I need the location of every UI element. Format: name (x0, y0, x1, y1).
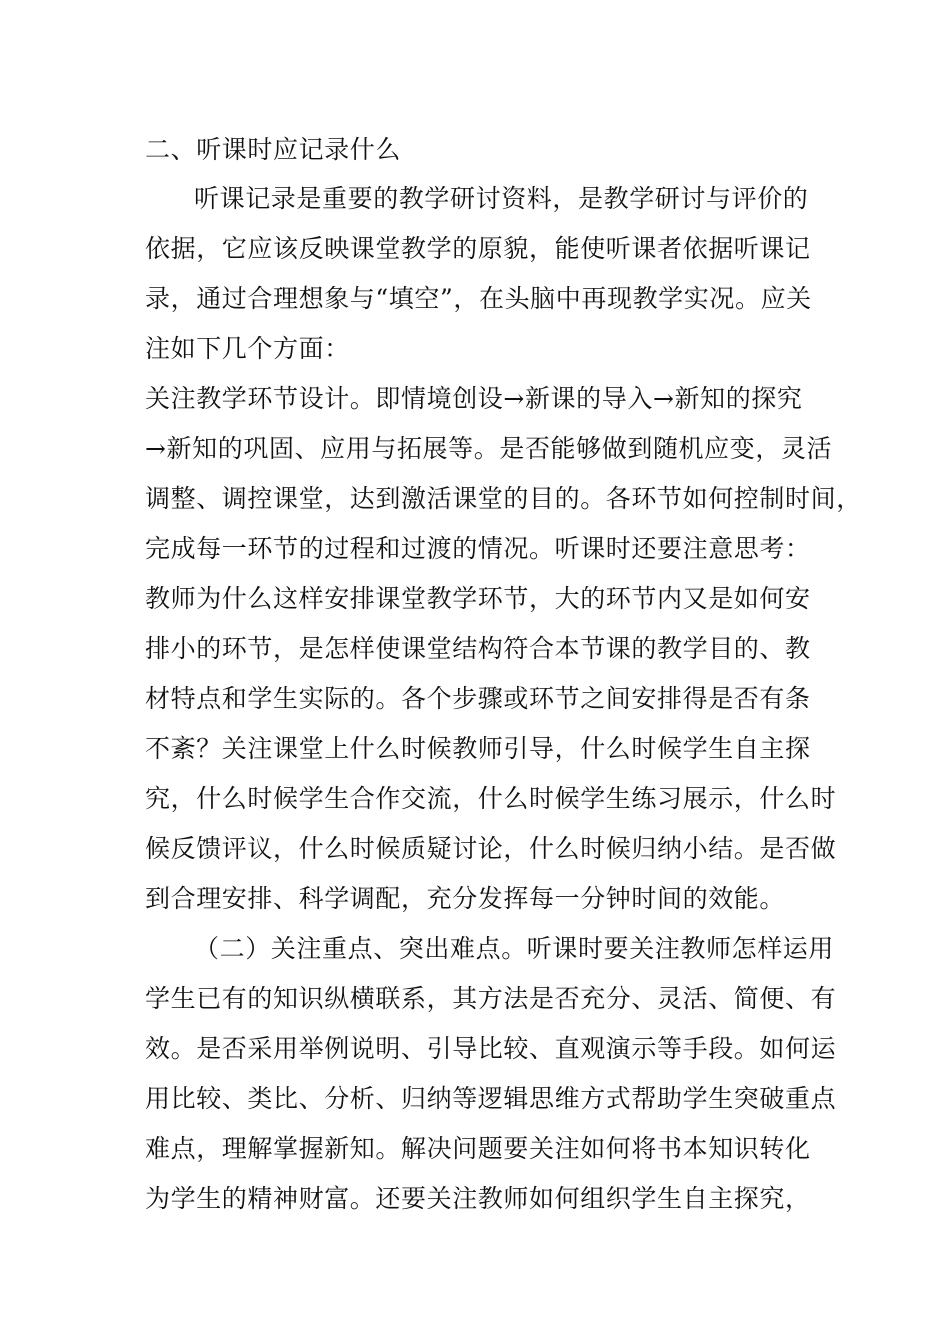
paragraph-line: 关注教学环节设计。即情境创设→新课的导入→新知的探究 (145, 384, 803, 413)
paragraph-line: 学生已有的知识纵横联系，其方法是否充分、灵活、简便、有 (145, 984, 837, 1013)
paragraph-line: 依据，它应该反映课堂教学的原貌，能使听课者依据听课记 (145, 234, 811, 263)
paragraph-line: 听课记录是重要的教学研讨资料，是教学研讨与评价的 (194, 184, 809, 213)
paragraph-line: 注如下几个方面： (145, 334, 350, 363)
paragraph-line: 用比较、类比、分析、归纳等逻辑思维方式帮助学生突破重点 (145, 1084, 837, 1113)
paragraph-line: 到合理安排、科学调配，充分发挥每一分钟时间的效能。 (145, 884, 786, 913)
paragraph-line: 为学生的精神财富。还要关注教师如何组织学生自主探究， (145, 1184, 811, 1213)
paragraph-line: 材特点和学生实际的。各个步骤或环节之间安排得是否有条 (145, 684, 811, 713)
paragraph-line: 究，什么时候学生合作交流，什么时候学生练习展示，什么时 (145, 784, 837, 813)
paragraph-line: 不紊？关注课堂上什么时候教师引导，什么时候学生自主探 (145, 734, 811, 763)
paragraph-line: 完成每一环节的过程和过渡的情况。听课时还要注意思考： (145, 534, 811, 563)
paragraph-line: 效。是否采用举例说明、引导比较、直观演示等手段。如何运 (145, 1034, 837, 1063)
paragraph-line: 候反馈评议，什么时候质疑讨论，什么时候归纳小结。是否做 (145, 834, 837, 863)
paragraph-line: 录，通过合理想象与“填空”，在头脑中再现教学实况。应关 (145, 284, 812, 313)
paragraph-line: 教师为什么这样安排课堂教学环节，大的环节内又是如何安 (145, 584, 811, 613)
section-heading: 二、听课时应记录什么 (145, 135, 402, 164)
paragraph-line: 难点，理解掌握新知。解决问题要关注如何将书本知识转化 (145, 1134, 811, 1163)
paragraph-line: →新知的巩固、应用与拓展等。是否能够做到随机应变，灵活 (145, 434, 833, 463)
paragraph-line: 排小的环节，是怎样使课堂结构符合本节课的教学目的、教 (145, 634, 811, 663)
paragraph-line: （二）关注重点、突出难点。听课时要关注教师怎样运用 (194, 934, 835, 963)
paragraph-line: 调整、调控课堂，达到激活课堂的目的。各环节如何控制时间， (145, 484, 862, 513)
